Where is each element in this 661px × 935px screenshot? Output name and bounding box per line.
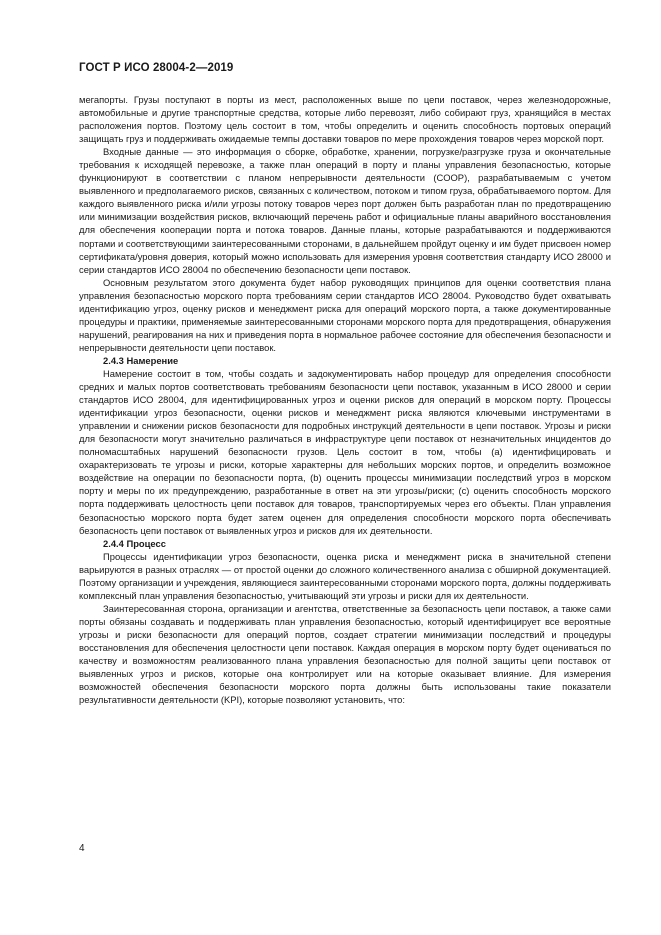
paragraph-input-data: Входные данные — это информация о сборке, обработке, хранении, погрузке/разгрузке груза и окончательные требования к исходящей перевозке, а также план операций в порту и планы управления безопасностью, которые функционируют в соответствии с планом непрерывности деятельности (COOP), разрабатываемым с учетом выявленного и предполагаемого рисков, связанных с количеством, потоком и типом груза, обрабатываемого портом. Для каждого выявленного риска и/или угрозы потоку товаров через порт должен быть разработан план по предотвращению или минимизации воздействия рисков, включающий перечень работ и официальные планы аварийного восстановления для обеспечения кооперации порта и потока товаров. Данные планы, которые разрабатываются и поддерживаются портами и соответствующими заинтересованными сторонами, в дальнейшем пройдут оценку и им будет присвоен номер сертификата/уровня доверия, который можно использовать для измерения уровня соответствия стандарту ИСО 28000 и серии стандартов ИСО 28004 по обеспечению безопасности цепи поставок. bbox=[79, 146, 611, 275]
paragraph-stakeholders: Заинтересованная сторона, организации и агентства, ответственные за безопасность цепи поставок, а также сами порты обязаны создавать и поддерживать план управления безопасностью, который идентифицирует все вероятные угрозы и риски безопасности для операций портов, создает стратегии минимизации последствий и процедуры восстановления для обеспечения целостности цепи поставок. Каждая операция в морском порту будет оцениваться по качеству и возможностям реализованного плана управления безопасностью для полной защиты цепи поставок от выявленных угроз и рисков, которые она контролирует или на которые оказывает влияние. Для измерения возможностей обеспечения безопасности морского порта должны быть использованы такие показатели результативности деятельности (KPI), которые позволяют установить, что: bbox=[79, 602, 611, 706]
paragraph-intent: Намерение состоит в том, чтобы создать и задокументировать набор процедур для определения способности средних и малых портов соответствовать требованиям безопасности цепи поставок, указанным в ИСО 28000 и серии стандартов ИСО 28004, для идентифицированных угроз и оценки рисков для операций в морском порту. Процессы идентификации угроз безопасности, оценки рисков и менеджмент риска являются ключевыми инструментами в управлении и снижении рисков безопасности для подробных инструкций деятельности в цепи поставок. Угрозы и риски для безопасности могут значительно различаться в инфраструктуре цепи поставок от незначительных инцидентов до полномасштабных нарушений безопасности грузов. Цель состоит в том, чтобы (a) идентифицировать и охарактеризовать те угрозы и риски, которые характерны для небольших морских портов, и определить возможное воздействие на операции по безопасности порта, (b) оценить процессы минимизации последствий угроз в морском порту и меры по их предупреждению, разработанные в ответ на эти угрозы/риски; (c) оценить способность морского порта поддерживать целостность цепи поставок для товаров, транспортируемых через его объекты. План управления безопасностью морского порта будет затем оценен для определения способности морского порта обеспечивать безопасность цепи поставок от выявленных угроз и рисков для их деятельности. bbox=[79, 367, 611, 536]
paragraph-main-result: Основным результатом этого документа будет набор руководящих принципов для оценки соответствия плана управления безопасностью морского порта требованиям серии стандартов ИСО 28004. Руководство будет охватывать идентификацию угроз, оценку рисков и менеджмент риска для операций морского порта, а также документированные процедуры и практики, применяемые заинтересованными сторонами морского порта для предотвращения, обнаружения нарушений, реагирования на них и приведения порта в нормальное рабочее состояние для обеспечения безопасности и непрерывности деятельности цепи поставок. bbox=[79, 276, 611, 353]
page-number: 4 bbox=[79, 843, 85, 854]
paragraph-continuation: мегапорты. Грузы поступают в порты из мест, расположенных выше по цепи поставок, через железнодорожные, автомобильные и другие транспортные средства, которые либо перевозят, либо собирают груз, хранящийся в местах расположения портов. Поэтому цель состоит в том, чтобы определить и оценить способность портовых операций защищать груз и поддерживать ожидаемые темпы доставки товаров по мере прохождения товаров через морской порт. bbox=[79, 94, 611, 145]
document-body bbox=[79, 93, 611, 706]
document-header-title: ГОСТ Р ИСО 28004-2—2019 bbox=[79, 62, 234, 74]
paragraph-process: Процессы идентификации угроз безопасности, оценка риска и менеджмент риска в значительной степени варьируются в разных отраслях — от простой оценки до сложного количественного анализа с обширной документацией. Поэтому организации и учреждения, являющиеся заинтересованными сторонами морского порта, должны поддерживать комплексный план управления безопасностью, учитывающий эти угрозы и риски для их деятельности. bbox=[79, 550, 611, 601]
section-heading-intent: 2.4.3 Намерение bbox=[103, 354, 179, 366]
section-heading-process: 2.4.4 Процесс bbox=[103, 537, 166, 549]
